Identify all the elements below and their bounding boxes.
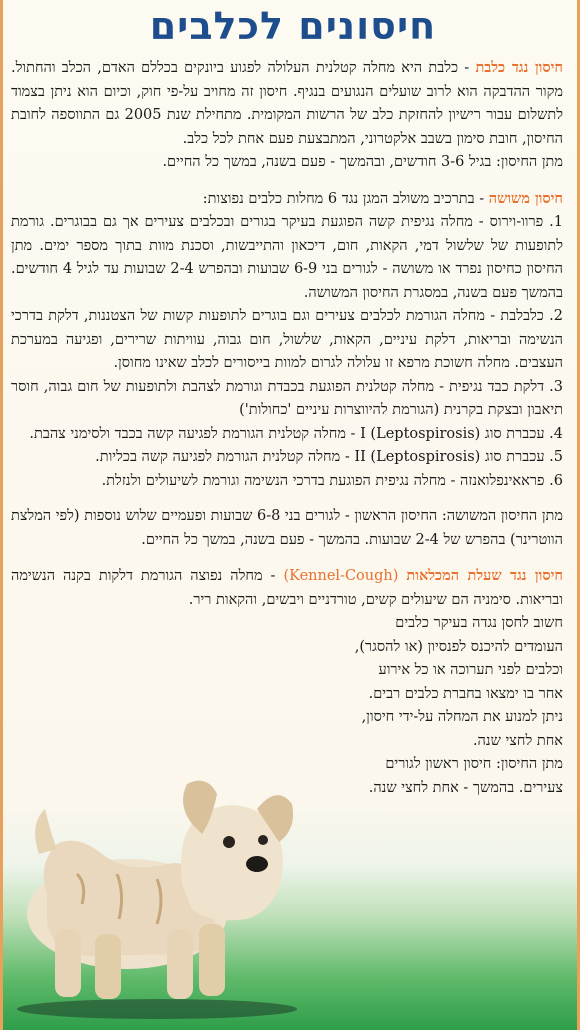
kennel-line-7: מתן החיסון: חיסון ראשון לגורים [385,756,563,772]
combo-item-2: 2. כלבלבת - מחלה הגורמת לכלבים צעירים וגם בוגרים לתופעות קשות של הצטננות, דלקת בדרכי הנשימה ובריאות, דלקת עיניים, הקאות, שלשול, חום גבוה, עוויתות שרירים, ופגיעה במערכת העצבים. מחלה חשוכת מרפא זו עלולה לגרום למוות בייסורים לכלב שאינו מחוסן. [11,308,563,371]
kennel-line-3: וכלבים לפני תערוכה או כל אירוע [378,662,563,678]
kennel-line-6: אחת לחצי שנה. [472,732,563,749]
combo-intro: - בתרכיב משולב המגן נגד 6 מחלות כלבים נפוצות: [202,190,489,207]
kennel-intro: - מחלה נפוצה הגורמת דלקות בקנה הנשימה ובריאות. סימניה הם שיעולים קשים, טורדניים ויבשים, והקאות ריר. [11,568,563,608]
rabies-heading: חיסון נגד כלבת [475,59,563,76]
kennel-line-8: צעירים. בהמשך - אחת לחצי שנה. [368,779,563,796]
kennel-line-4: אחר בו ימצאו בחברת כלבים רבים. [368,685,563,702]
rabies-paragraph [11,56,563,151]
kennel-paragraph [11,564,563,612]
rabies-schedule: מתן החיסון: בגיל 3-6 חודשים, ובהמשך - פעם בשנה, במשך כל החיים. [162,154,563,170]
kennel-subheading: (Kennel-Cough) [283,568,407,584]
kennel-line-1: חשוב לחסן נגדה בעיקר כלבים [395,615,563,631]
combo-item-3: 3. דלקת כבד נגיפית - מחלה קטלנית הפוגעת בכבדת וגורמת לצהבת ולתופעות של חום גבוה, חוסר תיאבון ובצקת בקרנית (הגורמת להיווצרות עיניים 'כחולות') [11,378,563,418]
combo-item-6: 6. פראאינפלואנזה - מחלה נגיפית הפוגעת בדרכי הנשימה וגורמת לשיעולים ולנזלת. [101,472,563,489]
kennel-line-2: העומדים להיכנס לפנסיון (או להסגר), [354,638,563,655]
combo-paragraph [11,187,563,212]
content [11,56,563,800]
kennel-line-5: ניתן למנוע את המחלה על-ידי חיסון, [361,709,563,725]
combo-schedule: מתן החיסון המשושה: החיסון הראשון - לגורים בני 6-8 שבועות ופעמיים שלוש נוספות (לפי המלצת הווטרינר) בהפרש של 2-4 שבועות. בהמשך - פעם בשנה, במשך כל החיים. [10,508,563,548]
rabies-intro: - כלבת היא מחלה קטלנית העלולה לפגוע ביונקים בכללם האדם, הכלב והחתול. מקור ההדבקה הוא לרוב שועלים הנגועים בנגיף. חיסון זה מחויב על-פי חוק, וכיום הוא ניתן בצמוד לתשלום עבור רישיון להחזקת כלב של הרשות המקומית. מתחילת שנת 2005 גם התווספה לחובת החיסון, חובת סימון בשבב אלקטרוני, המתבצעת פעם אחת לכל כלב. [11,60,564,147]
combo-item-4: 4. עכברת סוג I (Leptospirosis) - מחלה קטלנית הגורמת לפגיעה קשה בכבד ולסימני צהבת. [29,425,563,442]
combo-item-5: 5. עכברת סוג II (Leptospirosis) - מחלה קטלנית הגורמת לפגיעה קשה בכליות. [95,449,563,465]
combo-item-1: 1. פרוו-וירוס - מחלה נגיפית קשה הפוגעת בעיקר בגורים ובכלבים צעירים אך גם בבוגרים. גורמת לתופעות של שלשול דמי, הקאות, חום, דיכאון והתייבשות, וסכנת מוות בתוך מספר ימים. מתן החיסון כחיסון נפרד או משושה - לגורים בני 6-9 שבועות ובהפרש 2-4 שבועות עד לגיל 4 חודשים. בהמשך פעם בשנה, במסגרת החיסון המשושה. [11,214,564,301]
combo-heading: חיסון משושה [488,189,563,207]
page-title: חיסונים לכלבים [149,4,437,48]
kennel-heading: חיסון נגד שעלת המכלאות [406,567,563,584]
dog-illustration [7,724,307,1024]
